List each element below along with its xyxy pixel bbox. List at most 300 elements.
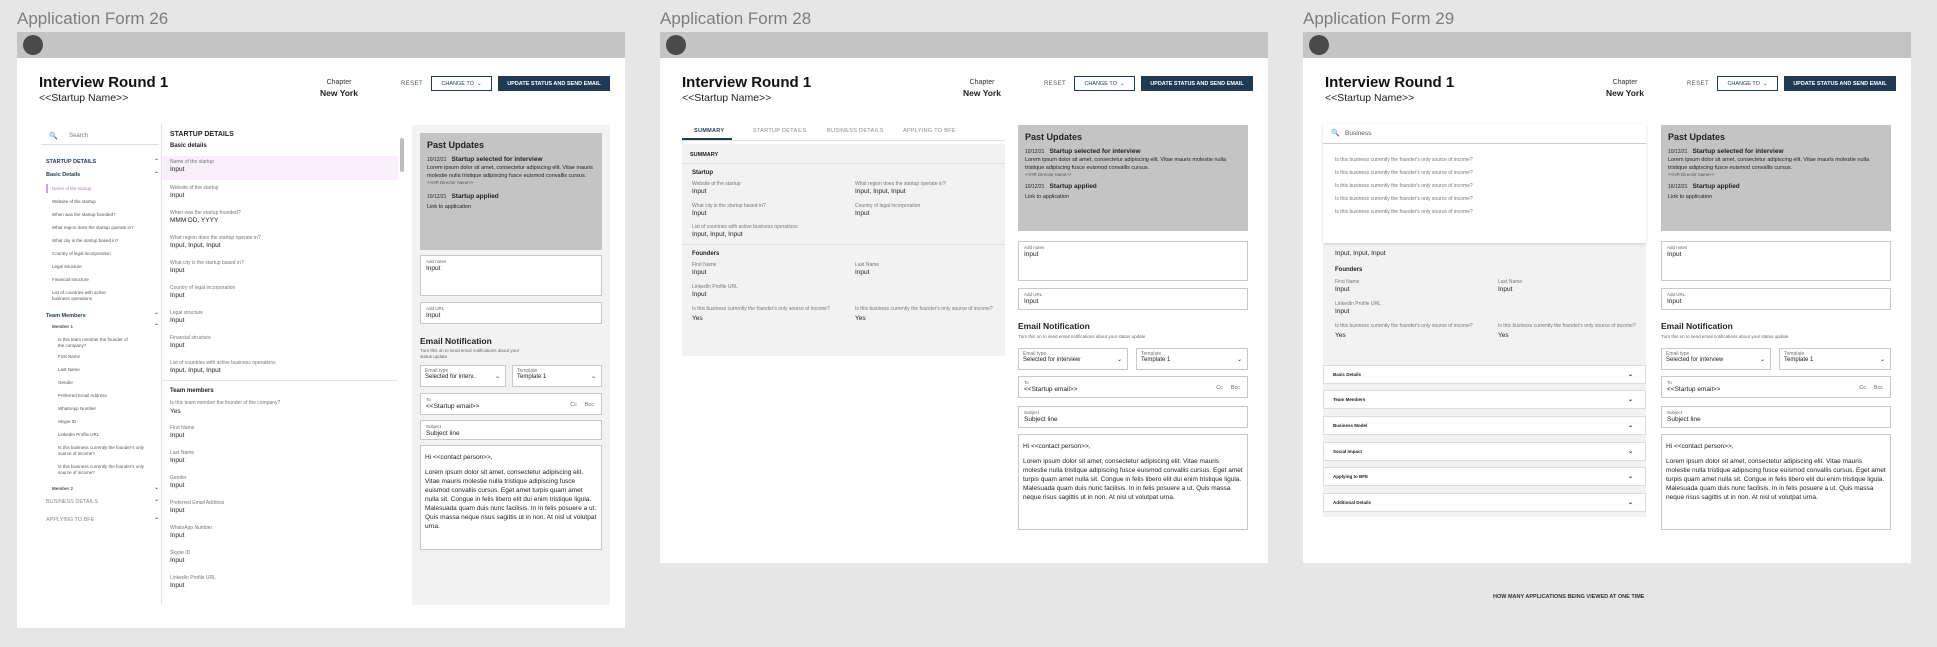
field-value[interactable]: Input: [170, 432, 185, 439]
field-label: First Name: [170, 425, 195, 431]
summary-panel: [682, 144, 1005, 356]
form-title-26: Application Form 26: [17, 9, 169, 28]
email-notification-title: Email Notification: [420, 336, 492, 346]
avatar[interactable]: [23, 35, 43, 55]
reset-button[interactable]: RESET: [401, 81, 424, 87]
field-value: Input: [1667, 251, 1682, 258]
search-result[interactable]: Is this business currently the founder's only source of income?: [1335, 183, 1473, 189]
nav-member-1[interactable]: Member 1: [52, 324, 74, 329]
past-updates-title: Past Updates: [1668, 132, 1726, 142]
field-value: Input: [426, 265, 441, 272]
field-value[interactable]: Input: [170, 192, 185, 199]
field-value: Yes: [855, 315, 866, 322]
field-value[interactable]: Input, Input, Input: [170, 367, 221, 374]
field-label: Legal structure: [170, 310, 204, 316]
startup-name: <<Startup Name>>: [1325, 92, 1415, 104]
field-label: Subject: [1024, 410, 1040, 415]
template-select[interactable]: [1136, 348, 1248, 370]
email-greeting: Hi <<contact person>>,: [1666, 443, 1734, 450]
summary-title: SUMMARY: [690, 152, 719, 158]
app-frame-28: [660, 32, 1268, 563]
notes-field[interactable]: [1661, 241, 1891, 281]
field-label: Is this business currently the founder's only source of income?: [1498, 323, 1636, 329]
field-value: Input: [1498, 286, 1513, 293]
change-to-label: CHANGE TO: [1727, 80, 1760, 87]
search-box[interactable]: [41, 129, 159, 145]
application-link[interactable]: Link to application: [427, 204, 472, 210]
field-value: Input: [1667, 298, 1682, 305]
accordion-label: Team Members: [1333, 397, 1366, 402]
subject-field[interactable]: [420, 420, 602, 440]
email-text: Lorem ipsum dolor sit amet, consectetur adipiscing elit. Vitae mauris molestie nulla tristique adipiscing fusce euismod convallis cursus. Eget amet turpis quam amet nulla sit. Congue in felis libero elit dui enim tristique ligula. Malesuada quam duis nunc facilisis. In in felis posuere a ut. Quis massa neque risus sagittis ut in non. At nisl ut volutpat urna.: [425, 469, 597, 530]
template-select[interactable]: [1779, 348, 1891, 370]
avatar[interactable]: [666, 35, 686, 55]
past-updates-card: [1661, 125, 1891, 231]
sidebar: [37, 124, 160, 604]
scrollbar[interactable]: [400, 138, 404, 172]
nav-item[interactable]: List of countries with active business operations: [52, 290, 106, 301]
nav-item[interactable]: Name of the startup: [52, 186, 92, 191]
field-value: Yes: [1335, 332, 1346, 339]
right-panel: [412, 125, 610, 605]
email-text: Lorem ipsum dolor sit amet, consectetur adipiscing elit. Vitae mauris molestie nulla tristique adipiscing fusce euismod convallis cursus. Eget amet turpis quam amet nulla sit. Congue in felis libero elit dui enim tristique ligula. Malesuada quam duis nunc facilisis. In in felis posuere a ut. Quis massa neque risus sagittis ut in non. At nisl ut volutpat urna.: [1666, 458, 1886, 501]
field-value: Selected for interview: [1666, 357, 1724, 363]
field-label: List of countries with active business operations: [692, 224, 798, 230]
tab-applying-to-bfe[interactable]: APPLYING TO BFE: [903, 128, 956, 134]
chapter-label: Chapter: [326, 79, 352, 86]
field-value[interactable]: Input: [170, 317, 185, 324]
field-value[interactable]: Input: [170, 482, 185, 489]
field-value[interactable]: Input: [170, 582, 185, 589]
event-author: <<HR Director name>>: [1668, 172, 1715, 177]
url-field[interactable]: [420, 302, 602, 324]
accordion-social-impact[interactable]: [1323, 442, 1646, 461]
avatar[interactable]: [1309, 35, 1329, 55]
chevron-down-icon: ⌄: [1762, 80, 1768, 87]
field-value: Input, Input, Input: [1335, 250, 1386, 257]
accordion-label: Applying to BFE: [1333, 474, 1368, 479]
field-label: What region does the startup operate in?: [855, 181, 946, 187]
page-title: Interview Round 1: [39, 74, 169, 91]
field-label: What region does the startup operate in?: [170, 235, 261, 241]
field-value[interactable]: Input: [170, 507, 185, 514]
field-label: Gender: [170, 475, 187, 481]
field-value: Input: [1335, 308, 1350, 315]
field-value: Template 1: [517, 374, 547, 380]
to-field[interactable]: [1661, 376, 1891, 398]
event-title: Startup selected for interview: [1049, 148, 1141, 155]
tab-summary[interactable]: SUMMARY: [694, 128, 725, 134]
nav-item[interactable]: Website of the startup: [52, 199, 96, 204]
field-value[interactable]: Input: [170, 292, 185, 299]
search-input[interactable]: Search: [69, 133, 89, 139]
nav-item[interactable]: Is this team member the founder of the company?: [58, 337, 128, 348]
form-title-29: Application Form 29: [1303, 9, 1455, 28]
app-frame-29: [1303, 32, 1911, 563]
chapter-label: Chapter: [969, 79, 995, 86]
subsection-title: Basic details: [170, 143, 207, 149]
field-value: Input: [692, 188, 707, 195]
app-frame-26: [17, 32, 625, 628]
nav-item[interactable]: Legal structure: [52, 264, 82, 269]
email-notification-sub: Turn this on to send email notifications about your status update: [1661, 334, 1789, 339]
chevron-down-icon: ⌄: [1627, 500, 1633, 506]
email-text: Lorem ipsum dolor sit amet, consectetur adipiscing elit. Vitae mauris molestie nulla tristique adipiscing fusce euismod convallis cursus. Eget amet turpis quam amet nulla sit. Congue in felis libero elit dui enim tristique ligula. Malesuada quam duis nunc facilisis. In in felis posuere a ut. Quis massa neque risus sagittis ut in non. At nisl ut volutpat urna.: [1023, 458, 1243, 501]
accordion-business-model[interactable]: [1323, 416, 1646, 435]
chevron-down-icon: ⌄: [494, 374, 500, 380]
field-value: Input: [692, 291, 707, 298]
field-label: Website of the startup: [170, 185, 219, 191]
right-panel: [1015, 125, 1253, 550]
search-icon: 🔍: [1331, 130, 1340, 137]
nav-item[interactable]: Gender: [58, 380, 74, 385]
field-value: Selected for interv..: [425, 374, 477, 380]
field-value[interactable]: Input, Input, Input: [170, 242, 221, 249]
to-field[interactable]: [1018, 376, 1248, 398]
search-box[interactable]: [1323, 124, 1646, 144]
chevron-up-icon[interactable]: ⌃: [154, 159, 160, 165]
bcc-button[interactable]: Bcc: [1230, 385, 1240, 391]
nav-item[interactable]: WhatsApp Number: [58, 406, 97, 411]
past-updates-title: Past Updates: [1025, 132, 1083, 142]
form-title-28: Application Form 28: [660, 9, 812, 28]
event-date: 10/12/21: [1025, 183, 1045, 190]
chevron-down-icon: ⌄: [476, 80, 482, 87]
field-label: Add URL: [1667, 292, 1686, 297]
field-value: Input: [1335, 286, 1350, 293]
to-field[interactable]: [420, 393, 602, 415]
field-value: Input: [692, 269, 707, 276]
email-greeting: Hi <<contact person>>,: [425, 454, 493, 461]
search-input[interactable]: Business: [1345, 130, 1372, 137]
section-title: STARTUP DETAILS: [170, 131, 234, 138]
subject-field[interactable]: [1661, 406, 1891, 428]
field-label: Country of legal incorporation: [855, 203, 921, 209]
divider: [162, 380, 398, 381]
field-label: Skype ID: [170, 550, 191, 556]
accordion-label: Additional Details: [1333, 500, 1372, 505]
search-dropdown: [1323, 124, 1646, 243]
accordion-label: Basic Details: [1333, 372, 1362, 377]
chevron-down-icon: ⌄: [1627, 449, 1633, 455]
field-label: Financial structure: [170, 335, 211, 341]
field-label: Is this business currently the founder's only source of income?: [1335, 323, 1473, 329]
accordion-label: Business Model: [1333, 423, 1368, 428]
field-value: Input: [855, 269, 870, 276]
field-value[interactable]: Yes: [170, 408, 181, 415]
chevron-down-icon: ⌄: [1116, 357, 1122, 363]
field-label: Is this business currently the founder's only source of income?: [692, 306, 830, 312]
accordion-additional-details[interactable]: [1323, 493, 1646, 512]
nav-item[interactable]: Financial structure: [52, 277, 89, 282]
url-field[interactable]: [1661, 288, 1891, 310]
event-title: Startup applied: [1692, 183, 1740, 190]
past-updates-card: [1018, 125, 1248, 231]
field-value: Subject line: [426, 430, 460, 437]
footer-note: HOW MANY APPLICATIONS BEING VIEWED AT ONE TIME: [1493, 594, 1645, 600]
chevron-down-icon: ⌄: [1627, 474, 1633, 480]
tab-business-details[interactable]: BUSINESS DETAILS: [827, 128, 884, 134]
page-header: [1303, 58, 1911, 108]
field-label: WhatsApp Number: [170, 525, 213, 531]
event-title: Startup applied: [451, 193, 499, 200]
field-label: Add URL: [1024, 292, 1043, 297]
event-title: Startup applied: [1049, 183, 1097, 190]
notes-field[interactable]: [420, 255, 602, 296]
field-label: Add notes: [426, 259, 447, 264]
notes-field[interactable]: [1018, 241, 1248, 281]
event-date: 10/12/21: [1668, 148, 1688, 155]
cc-button[interactable]: Cc: [570, 402, 577, 408]
field-label: Subject: [426, 424, 442, 429]
tab-startup-details[interactable]: STARTUP DETAILS: [753, 128, 807, 134]
subsection-title: Team members: [170, 388, 214, 394]
field-label: To: [1024, 380, 1029, 385]
field-label: Email type: [1666, 351, 1690, 357]
field-value: Input, Input, Input: [692, 231, 743, 238]
change-to-dropdown[interactable]: [431, 76, 492, 91]
field-label: What city is the startup based in?: [692, 203, 766, 209]
chevron-down-icon: ⌄: [1627, 397, 1633, 403]
event-title: Startup selected for interview: [451, 156, 543, 163]
chapter-value: New York: [320, 88, 358, 98]
chapter-value: New York: [963, 88, 1001, 98]
founders-heading: Founders: [1335, 267, 1363, 273]
field-label: Website of the startup: [692, 181, 741, 187]
field-label: Subject: [1667, 410, 1683, 415]
field-value: Input: [692, 210, 707, 217]
divider: [682, 244, 1005, 245]
field-value[interactable]: Input: [170, 532, 185, 539]
chapter-value: New York: [1606, 88, 1644, 98]
page-title: Interview Round 1: [1325, 74, 1455, 91]
nav-item[interactable]: What city is the startup based in?: [52, 238, 119, 243]
search-result[interactable]: Is this business currently the founder's only source of income?: [1335, 170, 1473, 176]
nav-item[interactable]: Country of legal incorporation: [52, 251, 111, 256]
email-notification-sub: Turn this on to send email notifications about your status update: [420, 348, 520, 359]
nav-team-members[interactable]: Team Members: [46, 313, 86, 319]
nav-applying-to-bfe[interactable]: APPLYING TO BFE: [46, 517, 95, 523]
chevron-down-icon[interactable]: ⌄: [154, 515, 160, 521]
cc-button[interactable]: Cc: [1216, 385, 1223, 391]
field-value[interactable]: Input: [170, 166, 185, 173]
field-label: To: [426, 397, 431, 402]
nav-item[interactable]: Skype ID: [58, 419, 77, 424]
window-bar: [660, 32, 1268, 58]
field-label: Email type: [1023, 351, 1047, 357]
field-label: LinkedIn Profile URL: [170, 575, 216, 581]
email-greeting: Hi <<contact person>>,: [1023, 443, 1091, 450]
chevron-up-icon[interactable]: ⌃: [154, 324, 160, 330]
nav-item[interactable]: Last Name: [58, 367, 80, 372]
accordion-label: Social Impact: [1333, 449, 1363, 454]
startup-name: <<Startup Name>>: [682, 92, 772, 104]
field-label: Last Name: [170, 450, 195, 456]
event-date: 16/12/21: [1668, 183, 1688, 190]
field-label: Template: [1784, 351, 1805, 357]
field-value: <<Startup email>>: [426, 403, 480, 410]
field-value: Input: [426, 312, 441, 319]
reset-button[interactable]: RESET: [1687, 81, 1710, 87]
page-title: Interview Round 1: [682, 74, 812, 91]
reset-button[interactable]: RESET: [1044, 81, 1067, 87]
field-label: Name of the startup: [170, 159, 214, 165]
event-date: 10/12/21: [427, 193, 447, 200]
cc-button[interactable]: Cc: [1859, 385, 1866, 391]
chapter-label: Chapter: [1612, 79, 1638, 86]
application-link[interactable]: Link to application: [1668, 194, 1713, 200]
bcc-button[interactable]: Bcc: [1873, 385, 1883, 391]
field-label: LinkedIn Profile URL: [692, 284, 738, 290]
search-icon: 🔍: [49, 133, 58, 140]
window-bar: [17, 32, 625, 58]
change-to-dropdown[interactable]: [1074, 76, 1135, 91]
application-link[interactable]: Link to application: [1025, 194, 1070, 200]
search-result[interactable]: Is this business currently the founder's only source of income?: [1335, 196, 1473, 202]
search-result[interactable]: Is this business currently the founder's only source of income?: [1335, 209, 1473, 215]
divider: [682, 140, 1005, 141]
field-label: Last Name: [855, 262, 880, 268]
field-label: Is this business currently the founder's only source of income?: [855, 306, 993, 312]
field-label: Add URL: [426, 306, 445, 311]
chevron-down-icon: ⌄: [590, 374, 596, 380]
event-date: 10/12/21: [427, 156, 447, 163]
field-value: Subject line: [1667, 416, 1701, 423]
field-label: Is this team member the founder of the company?: [170, 400, 281, 406]
chevron-up-icon[interactable]: ⌃: [154, 172, 160, 178]
event-author: <<HR Director name>>: [427, 180, 474, 185]
field-label: When was the startup founded?: [170, 210, 241, 216]
chevron-down-icon: ⌄: [1627, 372, 1633, 378]
startup-heading: Startup: [692, 170, 713, 176]
field-value: <<Startup email>>: [1667, 386, 1721, 393]
nav-business-details[interactable]: BUSINESS DETAILS: [46, 499, 98, 505]
bcc-button[interactable]: Bcc: [584, 402, 594, 408]
email-type-select[interactable]: [1661, 348, 1771, 370]
field-value: Yes: [1498, 332, 1509, 339]
field-label: Template: [1141, 351, 1162, 357]
details-panel: [162, 124, 410, 604]
email-notification-title: Email Notification: [1661, 321, 1733, 331]
event-body: Lorem ipsum dolor sit amet, consectetur adipiscing elit. Vitae mauris molestie nulla tristique adipiscing fusce euismod convallis cursus.: [1668, 157, 1870, 171]
startup-name: <<Startup Name>>: [39, 92, 129, 104]
page-header: [17, 58, 625, 108]
email-body[interactable]: [420, 445, 602, 550]
search-result[interactable]: Is this business currently the founder's only source of income?: [1335, 157, 1473, 163]
event-author: <<HR Director name>>: [1025, 172, 1072, 177]
chevron-down-icon: ⌄: [1879, 357, 1885, 363]
field-value: <<Startup email>>: [1024, 386, 1078, 393]
accordion-team-members[interactable]: [1323, 390, 1646, 409]
nav-item[interactable]: Is this business currently the founder's only source of income?: [58, 464, 144, 475]
field-label: Preferred Email Address: [170, 500, 225, 506]
field-label: List of countries with active business operations: [170, 360, 276, 366]
field-value: Template 1: [1784, 357, 1814, 363]
past-updates-card: [420, 133, 602, 250]
nav-item[interactable]: Is this business currently the founder's only source of income?: [58, 445, 144, 456]
field-value[interactable]: MMM DD, YYYY: [170, 217, 219, 224]
email-type-select[interactable]: [1018, 348, 1128, 370]
field-value: Selected for interview: [1023, 357, 1081, 363]
chevron-down-icon[interactable]: ⌄: [154, 497, 160, 503]
field-value[interactable]: Input: [170, 342, 185, 349]
page-header: [660, 58, 1268, 108]
field-label: Email type: [425, 368, 449, 374]
field-value[interactable]: Input: [170, 457, 185, 464]
window-bar: [1303, 32, 1911, 58]
chevron-down-icon: ⌄: [1236, 357, 1242, 363]
update-status-button[interactable]: UPDATE STATUS AND SEND EMAIL: [498, 76, 610, 91]
field-value: Yes: [692, 315, 703, 322]
field-label: What city is the startup based in?: [170, 260, 244, 266]
field-label: To: [1667, 380, 1672, 385]
event-date: 10/12/21: [1025, 148, 1045, 155]
change-to-dropdown[interactable]: [1717, 76, 1778, 91]
field-label: Add notes: [1667, 245, 1688, 250]
chevron-down-icon: ⌄: [1119, 80, 1125, 87]
chevron-up-icon[interactable]: ⌃: [154, 313, 160, 319]
field-label: LinkedIn Profile URL: [1335, 301, 1381, 307]
email-notification-title: Email Notification: [1018, 321, 1090, 331]
field-value[interactable]: Input: [170, 557, 185, 564]
nav-item[interactable]: When was the startup founded?: [52, 212, 116, 217]
founders-heading: Founders: [692, 251, 720, 257]
update-status-button[interactable]: UPDATE STATUS AND SEND EMAIL: [1141, 76, 1253, 91]
field-value: Input, Input, Input: [855, 188, 906, 195]
accordion-applying-to-bfe[interactable]: [1323, 467, 1646, 486]
update-status-button[interactable]: UPDATE STATUS AND SEND EMAIL: [1784, 76, 1896, 91]
nav-startup-details[interactable]: STARTUP DETAILS: [46, 159, 97, 165]
event-body: Lorem ipsum dolor sit amet, consectetur adipiscing elit. Vitae mauris molestie nulla tristique adipiscing fusce euismod convallis cursus.: [1025, 157, 1227, 171]
email-notification-sub: Turn this on to send email notifications about your status update: [1018, 334, 1146, 339]
nav-item[interactable]: Preferred Email Address: [58, 393, 107, 398]
field-label: First Name: [1335, 279, 1360, 285]
template-select[interactable]: [512, 365, 602, 387]
field-value: Input: [1024, 251, 1039, 258]
change-to-label: CHANGE TO: [1084, 80, 1117, 87]
field-value[interactable]: Input: [170, 267, 185, 274]
field-label: Last Name: [1498, 279, 1523, 285]
chevron-down-icon: ⌄: [1627, 423, 1633, 429]
field-label: Country of legal incorporation: [170, 285, 236, 291]
nav-basic-details[interactable]: Basic Details: [46, 172, 81, 178]
right-panel: [1658, 125, 1896, 550]
email-type-select[interactable]: [420, 365, 506, 387]
field-value: Input: [855, 210, 870, 217]
subject-field[interactable]: [1018, 406, 1248, 428]
past-updates-title: Past Updates: [427, 140, 485, 150]
url-field[interactable]: [1018, 288, 1248, 310]
accordion-basic-details[interactable]: [1323, 365, 1646, 384]
change-to-label: CHANGE TO: [441, 80, 474, 87]
nav-member-2[interactable]: Member 2: [52, 486, 74, 491]
email-body[interactable]: [1661, 434, 1891, 530]
chevron-down-icon[interactable]: ⌄: [154, 485, 160, 491]
founders-panel: [1323, 259, 1646, 359]
event-body: Lorem ipsum dolor sit amet, consectetur adipiscing elit. Vitae mauris molestie nulla tristique adipiscing fusce euismod convallis cursus.: [427, 165, 593, 179]
event-title: Startup selected for interview: [1692, 148, 1784, 155]
email-body[interactable]: [1018, 434, 1248, 530]
field-value: Subject line: [1024, 416, 1058, 423]
field-value: Template 1: [1141, 357, 1171, 363]
nav-item[interactable]: LinkedIn Profile URL: [58, 432, 100, 437]
nav-item[interactable]: What region does the startup operate in?: [52, 225, 134, 230]
field-value: Input: [1024, 298, 1039, 305]
nav-item[interactable]: First Name: [58, 354, 81, 359]
field-label: Add notes: [1024, 245, 1045, 250]
chevron-down-icon: ⌄: [1759, 357, 1765, 363]
field-label: Template: [517, 368, 538, 374]
